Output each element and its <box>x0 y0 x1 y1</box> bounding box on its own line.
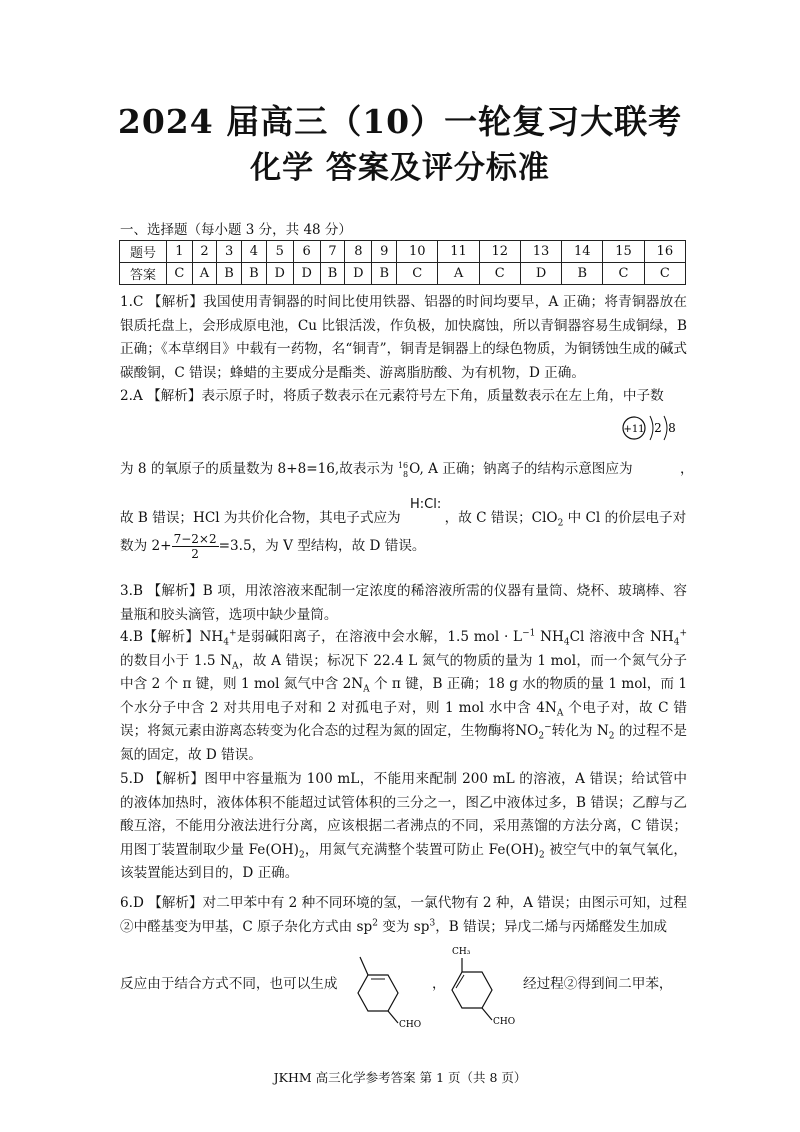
question-number-cell: 1 <box>167 241 193 263</box>
q4-text-1: 4.B【解析】NH <box>120 629 224 645</box>
q6-comma: ， <box>432 976 446 992</box>
q6-sup: 2 <box>372 917 378 928</box>
cho-bond <box>388 1011 398 1023</box>
answer-cell: A <box>192 263 216 285</box>
q4-text-5: 的数目小于 1.5 N <box>120 652 233 669</box>
answer-cell: D <box>293 263 320 285</box>
q4-sup: + <box>679 628 687 639</box>
q4-text-2: 是弱碱阳离子，在溶液中会水解，1.5 mol · L <box>236 629 523 645</box>
q4-text-8: 个电子对，故 C 错误；将氮元素由游离态转变为化合态的过程为氮的固定，生物酶将NO <box>120 699 687 739</box>
answer-cell: B <box>217 263 242 285</box>
answer-cell: C <box>479 263 520 285</box>
answer-cell: D <box>520 263 561 285</box>
row-label-answer: 答案 <box>120 263 167 285</box>
question-number-cell: 13 <box>520 241 561 263</box>
q6-text-2: 变为 sp <box>377 918 430 935</box>
explanation-q2-line3 <box>120 507 687 531</box>
q5-text-2: ，用氮气充满整个装置可防止 Fe(OH) <box>304 841 540 858</box>
valence-fraction <box>172 532 219 561</box>
cho-bond <box>482 1008 492 1020</box>
shell-arc-2 <box>664 416 667 440</box>
molecule-2-structure <box>440 942 530 1034</box>
question-number-cell: 4 <box>242 241 267 263</box>
answer-cell: A <box>438 263 479 285</box>
title-line-2: 化学 答案及评分标准 <box>250 150 550 186</box>
explanation-q1: 1.C 【解析】我国使用青铜器的时间比使用铁器、铝器的时间均要早，A 正确；将青铜器放在银质托盘上，会形成原电池，Cu 比银活泼，作负极，加快腐蚀，所以青铜器容易生成铜绿，B 正确；《本草纲目》中载有一药物，名“铜青”，铜青是铜器上的绿色物质，为铜锈蚀生成的碱式碳酸铜，C 错误；蜂蜡的主要成分是酯类、游离脂肪酸、为有机物，D 正确。 <box>120 294 687 381</box>
section-heading: 一、选择题（每小题 3 分，共 48 分） <box>120 222 352 238</box>
q2-text-b: O, A 正确；钠离子的结构示意图应为 <box>409 461 633 477</box>
q4-sub: A <box>232 661 239 672</box>
q6-sup: 3 <box>429 917 436 928</box>
q5-sub: 2 <box>539 850 545 861</box>
ch3-label: CH₃ <box>452 947 471 957</box>
fraction-denominator: 2 <box>191 547 199 561</box>
clo2-subscript: 2 <box>557 518 564 529</box>
question-number-cell: 16 <box>644 241 685 263</box>
q2-text-d: ，故 C 错误；ClO <box>444 510 558 526</box>
question-number-cell: 14 <box>562 241 603 263</box>
answer-cell: C <box>167 263 193 285</box>
q4-sub: 4 <box>223 637 229 648</box>
q4-sup: + <box>229 628 237 639</box>
shell-1-electrons: 2 <box>654 421 662 435</box>
q4-text-10: 的过程不是氮的固定，故 D 错误。 <box>120 723 688 763</box>
q4-text-4: Cl 溶液中含 NH <box>569 629 674 645</box>
cho-label: CHO <box>493 1017 516 1027</box>
question-number-cell: 12 <box>479 241 520 263</box>
title-line-1: 2024 届高三（10）一轮复习大联考 <box>117 102 683 141</box>
question-number-cell: 10 <box>397 241 438 263</box>
q4-text-7: 个 π 键，B 正确；18 g 水的物质的量 1 mol，而 1 个水分子中含 2 对共用电子对和 2 对孤电子对，则 1 mol 水中含 4N <box>120 676 688 716</box>
q5-text-1: 5.D 【解析】图甲中容量瓶为 100 mL，不能用来配制 200 mL 的溶液，A 错误；给试管中的液体加热时，液体体积不能超过试管体积的三分之一，图乙中液体过多，B 错误；乙醇与乙酸互溶，不能用分液法进行分离，应该根据二者沸点的不同，采用蒸馏的方法分离，C 错误；用图丁装置制取少量 Fe(OH) <box>120 771 687 858</box>
answer-cell: D <box>266 263 293 285</box>
question-number-cell: 3 <box>217 241 242 263</box>
shell-arc-1 <box>650 416 653 440</box>
q2-text-g: =3.5，为 V 型结构，故 D 错误。 <box>218 538 426 554</box>
isotope-atomic-number: 8 <box>403 469 409 479</box>
q4-text-3: NH <box>535 629 564 645</box>
question-number-cell: 7 <box>320 241 345 263</box>
explanation-q2-line1: 2.A 【解析】表示原子时，将质子数表示在元素符号左下角，质量数表示在左上角，中子数 <box>120 388 664 404</box>
answer-cell: B <box>242 263 267 285</box>
answer-table <box>119 240 686 285</box>
q2-text-a: 为 8 的氧原子的质量数为 8+8=16,故表示为 <box>120 461 394 477</box>
q4-sup: − <box>544 722 552 733</box>
question-number-cell: 2 <box>192 241 216 263</box>
cho-label: CHO <box>399 1020 422 1030</box>
q2-comma: ， <box>680 461 694 477</box>
question-number-cell: 9 <box>372 241 397 263</box>
answer-cell: B <box>320 263 345 285</box>
q4-sub: A <box>363 684 370 695</box>
q4-text-9: 转化为 N <box>551 723 609 739</box>
answer-cell: B <box>372 263 397 285</box>
page-footer: JKHM 高三化学参考答案 第 1 页（共 8 页） <box>273 1070 527 1085</box>
q4-text-6: ，故 A 错误；标况下 22.4 L 氮气的物质的量为 1 mol，而一个氮气分子中含 2 个 π 键，则 1 mol 氮气中含 2N <box>120 652 687 692</box>
isotope-mass-number: 16 <box>397 460 409 470</box>
molecule-1-structure <box>338 945 428 1035</box>
q4-sub: 2 <box>538 731 545 742</box>
explanation-q2-line2 <box>120 458 687 482</box>
explanation-q4 <box>120 626 687 767</box>
answer-row <box>120 263 686 285</box>
methyl-bond <box>360 957 368 975</box>
q4-sup: −1 <box>522 628 536 639</box>
question-number-cell: 5 <box>266 241 293 263</box>
question-number-cell: 15 <box>603 241 644 263</box>
answer-cell: C <box>644 263 685 285</box>
nucleus-charge: +11 <box>623 424 645 435</box>
fraction-numerator: 7−2×2 <box>173 532 217 546</box>
answer-cell: C <box>603 263 644 285</box>
ring-outline <box>452 972 492 1008</box>
explanation-q3: 3.B 【解析】B 项，用浓溶液来配制一定浓度的稀溶液所需的仪器有量筒、烧杯、玻璃棒、容量瓶和胶头滴管，选项中缺少量筒。 <box>120 583 687 623</box>
q6-line2-start: 反应由于结合方式不同，也可以生成 <box>120 976 338 992</box>
q2-text-e: 中 Cl 的价层电子对 <box>563 510 687 526</box>
answer-cell: B <box>562 263 603 285</box>
q2-text-c: 故 B 错误；HCl 为共价化合物，其电子式应为 <box>120 510 401 526</box>
question-number-row <box>120 241 686 263</box>
q2-text-f: 数为 2+ <box>120 538 172 554</box>
row-label-question: 题号 <box>120 241 167 263</box>
ring-outline <box>358 975 398 1011</box>
answer-cell: C <box>397 263 438 285</box>
q6-text-1: 6.D 【解析】对二甲苯中有 2 种不同环境的氢，一氯代物有 2 种，A 错误；由图示可知，过程②中醛基变为甲基，C 原子杂化方式由 sp <box>120 895 687 935</box>
q4-sub: 4 <box>673 637 680 648</box>
answer-cell: D <box>345 263 372 285</box>
question-number-cell: 6 <box>293 241 320 263</box>
q6-text-3: ，B 错误；异戊二烯与丙烯醛发生加成 <box>435 918 668 935</box>
oxygen-isotope-notation <box>398 461 408 479</box>
explanation-q2-line4 <box>120 532 687 561</box>
q5-sub: 2 <box>298 850 305 861</box>
shell-2-electrons: 8 <box>668 421 676 435</box>
q4-sub: A <box>556 708 564 719</box>
explanation-q6 <box>120 892 687 939</box>
q4-sub: 4 <box>563 637 570 648</box>
explanation-q5 <box>120 768 687 886</box>
q4-sub: 2 <box>608 731 615 742</box>
hcl-electron-formula: H:Cl: <box>410 497 442 512</box>
question-number-cell: 8 <box>345 241 372 263</box>
q5-text-3: 被空气中的氧气氧化，该装置能达到目的，D 正确。 <box>120 841 687 881</box>
q6-line2-end: 经过程②得到间二甲苯， <box>523 976 673 992</box>
question-number-cell: 11 <box>438 241 479 263</box>
